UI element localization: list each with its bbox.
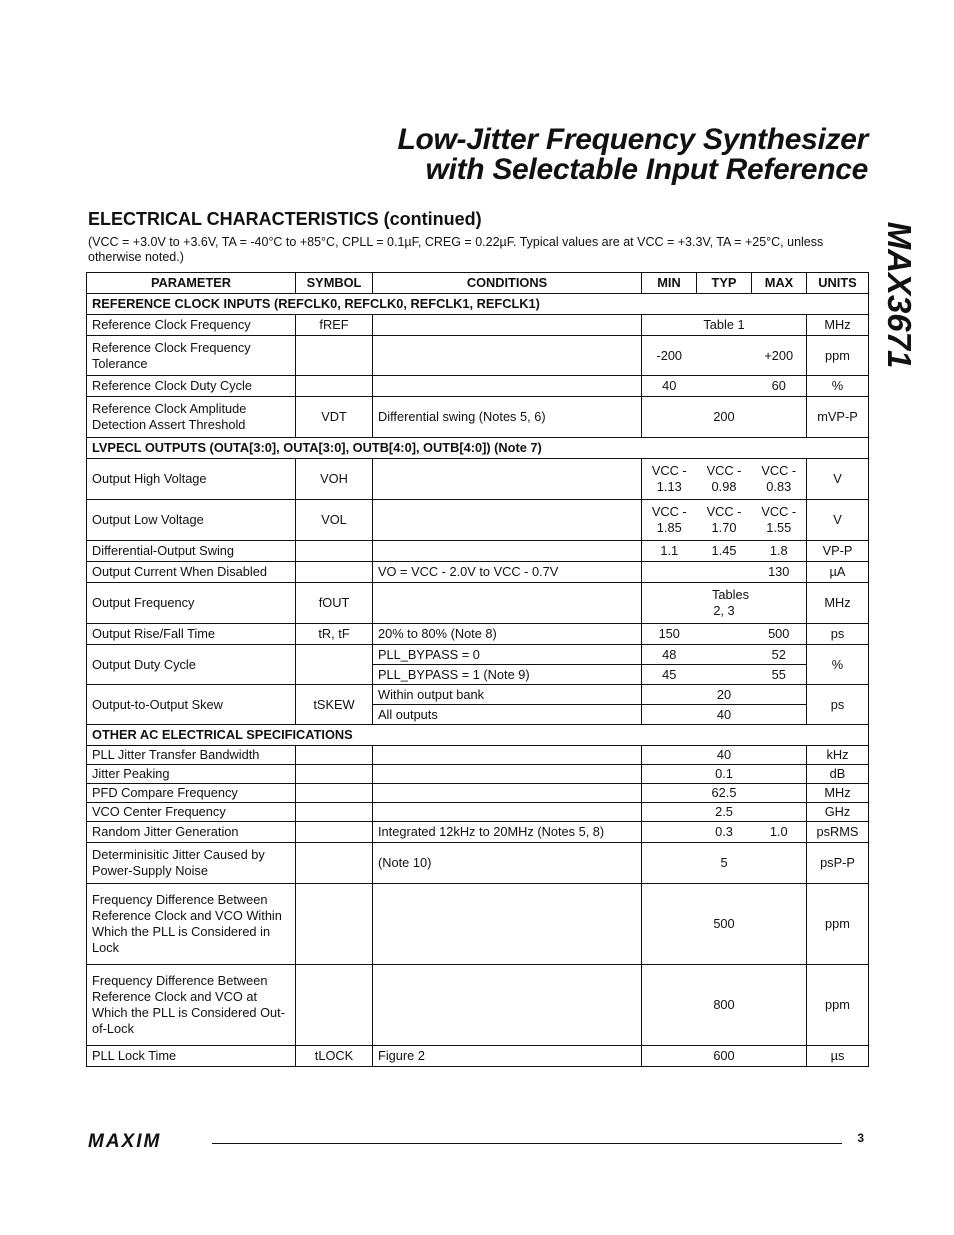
cell-symbol: VOL: [296, 500, 373, 541]
part-number-label: MAX3671: [881, 221, 918, 369]
cell-symbol: [296, 803, 373, 822]
cell-cond: [373, 336, 642, 376]
table-row: [87, 541, 869, 562]
table-header-row: [87, 273, 869, 294]
cell-typ: 40: [697, 705, 752, 725]
cell-symbol: tSKEW: [296, 685, 373, 725]
cell-min: [642, 965, 697, 1046]
title-line-1: Low-Jitter Frequency Synthesizer: [397, 123, 868, 156]
cell-typ: [697, 376, 752, 397]
col-symbol: SYMBOL: [296, 273, 373, 294]
cell-symbol: tR, tF: [296, 624, 373, 645]
cell-units: ppm: [807, 965, 869, 1046]
cell-units: %: [807, 376, 869, 397]
cell-cond: [373, 583, 642, 624]
cell-units: MHz: [807, 315, 869, 336]
cell-param: Differential-Output Swing: [87, 541, 296, 562]
cell-cond: [373, 884, 642, 965]
cell-param: Reference Clock Duty Cycle: [87, 376, 296, 397]
cell-symbol: [296, 784, 373, 803]
cell-cond: [373, 500, 642, 541]
cell-min: [642, 884, 697, 965]
cell-min: [642, 765, 697, 784]
conditions-note: (VCC = +3.0V to +3.6V, TA = -40°C to +85°C, CPLL = 0.1µF, CREG = 0.22µF. Typical values are at VCC = +3.3V, TA = +25°C, unless otherwise noted.): [88, 235, 824, 264]
group-header: [87, 294, 869, 315]
cell-typ: 20: [697, 685, 752, 705]
cell-typ: [697, 645, 752, 665]
cell-param: Output Low Voltage: [87, 500, 296, 541]
cell-units: ps: [807, 685, 869, 725]
cell-param: PLL Jitter Transfer Bandwidth: [87, 746, 296, 765]
cell-units: µA: [807, 562, 869, 583]
cell-span: Table 1: [642, 315, 807, 336]
cell-param: Jitter Peaking: [87, 765, 296, 784]
cell-max: [752, 1046, 807, 1067]
table-row: [87, 685, 869, 705]
col-min: MIN: [642, 273, 697, 294]
cell-units: ppm: [807, 336, 869, 376]
cell-cond: (Note 10): [373, 843, 642, 884]
cell-cond: [373, 459, 642, 500]
cell-units: VP-P: [807, 541, 869, 562]
cell-typ: VCC - 0.98: [697, 459, 752, 500]
cell-typ: [697, 624, 752, 645]
table-row: [87, 965, 869, 1046]
table-row: [87, 583, 869, 624]
cell-cond: [373, 376, 642, 397]
cell-symbol: [296, 965, 373, 1046]
table-row: [87, 746, 869, 765]
cell-param: VCO Center Frequency: [87, 803, 296, 822]
cell-min: [642, 822, 697, 843]
cell-max: [752, 843, 807, 884]
cell-param: Random Jitter Generation: [87, 822, 296, 843]
cell-max: [752, 746, 807, 765]
cell-cond: Differential swing (Notes 5, 6): [373, 397, 642, 438]
cell-units: kHz: [807, 746, 869, 765]
cell-typ: 800: [697, 965, 752, 1046]
cell-max: [752, 765, 807, 784]
cell-symbol: [296, 562, 373, 583]
cell-symbol: VOH: [296, 459, 373, 500]
col-units: UNITS: [807, 273, 869, 294]
table-row: [87, 459, 869, 500]
cell-param: PLL Lock Time: [87, 1046, 296, 1067]
cell-units: %: [807, 645, 869, 685]
cell-max: 52: [752, 645, 807, 665]
cell-cond: [373, 315, 642, 336]
section-title: ELECTRICAL CHARACTERISTICS (continued): [88, 209, 482, 229]
cell-cond: Integrated 12kHz to 20MHz (Notes 5, 8): [373, 822, 642, 843]
cell-symbol: [296, 376, 373, 397]
cell-typ: 0.1: [697, 765, 752, 784]
cell-max: [752, 803, 807, 822]
document-title: [397, 125, 868, 185]
cell-typ: VCC - 1.70: [697, 500, 752, 541]
cell-symbol: VDT: [296, 397, 373, 438]
cell-units: GHz: [807, 803, 869, 822]
cell-units: ps: [807, 624, 869, 645]
cell-max: [752, 397, 807, 438]
cell-typ: 0.3: [697, 822, 752, 843]
cell-typ: [697, 562, 752, 583]
cell-typ: 1.45: [697, 541, 752, 562]
cell-typ: 200: [697, 397, 752, 438]
cell-typ: 40: [697, 746, 752, 765]
group-header: [87, 438, 869, 459]
cell-symbol: [296, 645, 373, 685]
cell-min: [642, 705, 697, 725]
table-row: [87, 500, 869, 541]
cell-min: [642, 746, 697, 765]
cell-units: µs: [807, 1046, 869, 1067]
page-footer: [88, 1128, 868, 1150]
table-row: [87, 765, 869, 784]
cell-param: Output Duty Cycle: [87, 645, 296, 685]
page-number: 3: [857, 1131, 864, 1145]
cell-max: VCC - 0.83: [752, 459, 807, 500]
cell-span: Tables 2, 3: [642, 583, 807, 624]
cell-cond: VO = VCC - 2.0V to VCC - 0.7V: [373, 562, 642, 583]
cell-max: [752, 965, 807, 1046]
cell-min: [642, 803, 697, 822]
cell-min: -200: [642, 336, 697, 376]
cell-cond: PLL_BYPASS = 0: [373, 645, 642, 665]
cell-cond: PLL_BYPASS = 1 (Note 9): [373, 665, 642, 685]
cell-units: MHz: [807, 784, 869, 803]
table-row: [87, 376, 869, 397]
cell-min: 45: [642, 665, 697, 685]
cell-units: V: [807, 459, 869, 500]
cell-min: 1.1: [642, 541, 697, 562]
group-title-lvpecl: LVPECL OUTPUTS (OUTA[3:0], OUTA[3:0], OUTB[4:0], OUTB[4:0]) (Note 7): [87, 438, 869, 459]
cell-min: VCC - 1.13: [642, 459, 697, 500]
cell-symbol: fOUT: [296, 583, 373, 624]
cell-cond: [373, 746, 642, 765]
cell-typ: 2.5: [697, 803, 752, 822]
cell-symbol: tLOCK: [296, 1046, 373, 1067]
cell-param: Reference Clock Frequency Tolerance: [87, 336, 296, 376]
cell-param: Output High Voltage: [87, 459, 296, 500]
cell-min: VCC - 1.85: [642, 500, 697, 541]
table-row: [87, 397, 869, 438]
cell-units: psP-P: [807, 843, 869, 884]
col-parameter: PARAMETER: [87, 273, 296, 294]
cell-param: Output-to-Output Skew: [87, 685, 296, 725]
cell-symbol: [296, 884, 373, 965]
cell-max: 500: [752, 624, 807, 645]
cell-param: Frequency Difference Between Reference Clock and VCO Within Which the PLL is Considered in Lock: [87, 884, 296, 965]
table-row: [87, 645, 869, 665]
table-row: [87, 884, 869, 965]
cell-units: V: [807, 500, 869, 541]
cell-units: MHz: [807, 583, 869, 624]
cell-min: [642, 397, 697, 438]
cell-min: [642, 685, 697, 705]
maxim-logo: MAXIM: [88, 1131, 162, 1152]
group-header: [87, 725, 869, 746]
table-row: [87, 624, 869, 645]
cell-param: Reference Clock Frequency: [87, 315, 296, 336]
cell-cond: All outputs: [373, 705, 642, 725]
table-row: [87, 784, 869, 803]
cell-cond: 20% to 80% (Note 8): [373, 624, 642, 645]
cell-min: [642, 562, 697, 583]
cell-typ: [697, 336, 752, 376]
cell-symbol: [296, 822, 373, 843]
footer-rule: [212, 1143, 842, 1144]
cell-units: ppm: [807, 884, 869, 965]
cell-min: 48: [642, 645, 697, 665]
cell-max: 1.0: [752, 822, 807, 843]
cell-typ: 5: [697, 843, 752, 884]
table-row: [87, 1046, 869, 1067]
cell-max: [752, 705, 807, 725]
cell-param: Frequency Difference Between Reference Clock and VCO at Which the PLL is Considered Out-of-Lock: [87, 965, 296, 1046]
cell-max: 60: [752, 376, 807, 397]
title-line-2: with Selectable Input Reference: [425, 153, 868, 186]
cell-max: [752, 884, 807, 965]
cell-min: 150: [642, 624, 697, 645]
cell-max: VCC - 1.55: [752, 500, 807, 541]
side-part-number: [874, 215, 924, 375]
cell-max: 55: [752, 665, 807, 685]
cell-cond: Within output bank: [373, 685, 642, 705]
cell-param: PFD Compare Frequency: [87, 784, 296, 803]
cell-symbol: [296, 336, 373, 376]
cell-symbol: [296, 541, 373, 562]
cell-param: Output Rise/Fall Time: [87, 624, 296, 645]
group-title-ref: REFERENCE CLOCK INPUTS (REFCLK0, REFCLK0, REFCLK1, REFCLK1): [87, 294, 869, 315]
table-row: [87, 843, 869, 884]
cell-param: Determinisitic Jitter Caused by Power-Supply Noise: [87, 843, 296, 884]
cell-max: 130: [752, 562, 807, 583]
cell-symbol: fREF: [296, 315, 373, 336]
cell-units: dB: [807, 765, 869, 784]
cell-param: Output Current When Disabled: [87, 562, 296, 583]
cell-cond: [373, 784, 642, 803]
cell-cond: Figure 2: [373, 1046, 642, 1067]
table-row: [87, 562, 869, 583]
cell-min: [642, 843, 697, 884]
cell-cond: [373, 965, 642, 1046]
cell-units: psRMS: [807, 822, 869, 843]
cell-typ: 62.5: [697, 784, 752, 803]
cell-typ: [697, 665, 752, 685]
cell-symbol: [296, 843, 373, 884]
electrical-characteristics-table: [86, 272, 869, 1067]
cell-min: [642, 784, 697, 803]
group-title-ac: OTHER AC ELECTRICAL SPECIFICATIONS: [87, 725, 869, 746]
table-row: [87, 315, 869, 336]
cell-symbol: [296, 765, 373, 784]
cell-max: [752, 685, 807, 705]
cell-cond: [373, 541, 642, 562]
table-row: [87, 336, 869, 376]
cell-max: +200: [752, 336, 807, 376]
cell-symbol: [296, 746, 373, 765]
cell-max: 1.8: [752, 541, 807, 562]
col-typ: TYP: [697, 273, 752, 294]
table-row: [87, 803, 869, 822]
table-row: [87, 822, 869, 843]
cell-min: [642, 1046, 697, 1067]
cell-max: [752, 784, 807, 803]
col-max: MAX: [752, 273, 807, 294]
cell-param: Reference Clock Amplitude Detection Assert Threshold: [87, 397, 296, 438]
col-conditions: CONDITIONS: [373, 273, 642, 294]
cell-typ: 600: [697, 1046, 752, 1067]
cell-param: Output Frequency: [87, 583, 296, 624]
cell-min: 40: [642, 376, 697, 397]
cell-units: mVP-P: [807, 397, 869, 438]
cell-cond: [373, 765, 642, 784]
cell-typ: 500: [697, 884, 752, 965]
cell-cond: [373, 803, 642, 822]
